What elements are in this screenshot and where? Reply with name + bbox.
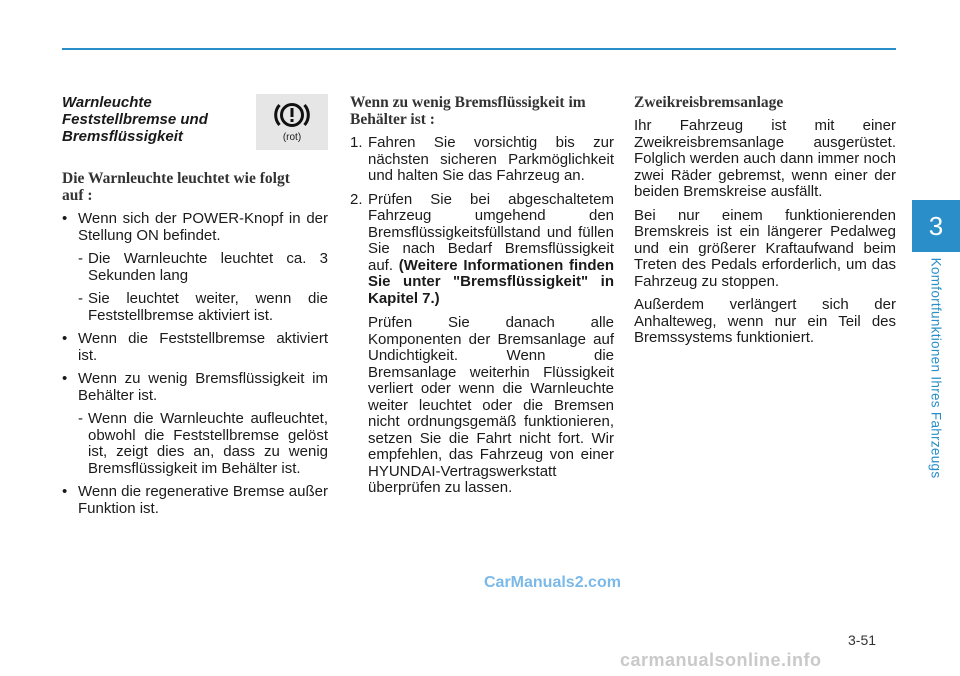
dash-marker: - xyxy=(78,410,83,427)
step-text: Fahren Sie vorsichtig bis zur nächsten sicheren Parkmöglichkeit und halten Sie das Fahrzeug an. xyxy=(368,134,614,184)
sub-text: Wenn die Warnleuchte aufleuchtet, obwohl die Feststellbremse gelöst ist, zeigt dies an, dass zu wenig Bremsflüssigkeit im Behälter ist. xyxy=(88,410,328,477)
watermark: CarManuals2.com xyxy=(484,574,621,591)
step-text: Prüfen Sie bei abgeschaltetem Fahrzeug umgehend den Bremsflüssigkeitsfüllstand und füllen Sie nach Bedarf Bremsflüssigkeit auf. xyxy=(368,190,614,274)
column-middle xyxy=(350,94,614,497)
column-right xyxy=(634,94,896,347)
bullet-item xyxy=(62,331,328,364)
subheading-line: Die Warnleuchte leuchtet wie folgt xyxy=(62,170,290,187)
heading-line: Wenn zu wenig Bremsflüssigkeit im xyxy=(350,94,586,111)
dash-marker: - xyxy=(78,290,83,307)
bullet-text: Wenn zu wenig Bremsflüssigkeit im Behälter ist. xyxy=(78,370,328,404)
bullet-item xyxy=(62,484,328,517)
sub-item xyxy=(62,251,328,284)
sub-item xyxy=(62,411,328,477)
chapter-tab: 3 xyxy=(912,200,960,252)
heading-line: Feststellbremse und xyxy=(62,111,208,128)
bullet-item xyxy=(62,371,328,404)
numbered-step xyxy=(350,135,614,185)
dash-marker: - xyxy=(78,250,83,267)
bullet-text: Wenn sich der POWER-Knopf in der Stellung ON befindet. xyxy=(78,210,328,244)
bullet-marker: • xyxy=(62,483,68,500)
page-number: 3-51 xyxy=(848,632,877,648)
bullet-text: Wenn die Feststellbremse aktiviert ist. xyxy=(78,330,328,364)
watermark: carmanualsonline.info xyxy=(620,650,822,670)
step-reference: (Weitere Informationen finden Sie unter "Bremsflüssigkeit" in Kapitel 7.) xyxy=(368,256,615,307)
heading-line: Behälter ist : xyxy=(350,111,435,128)
step-number: 1. xyxy=(350,134,363,151)
step-number: 2. xyxy=(350,190,363,208)
paragraph: Bei nur einem funktionierenden Bremskreis ist ein längerer Pedalweg und ein größerer Kraftaufwand beim Treten des Pedals erforderlich, um das Fahrzeug zu stoppen. xyxy=(634,206,896,290)
paragraph: Ihr Fahrzeug ist mit einer Zweikreisbremsanlage ausgerüstet. Folglich werden auch dann immer noch zwei Räder gebremst, wenn einer der beiden Bremskreise ausfällt. xyxy=(634,117,896,200)
numbered-step xyxy=(350,192,614,308)
chapter-title: Komfortfunktionen Ihres Fahrzeugs xyxy=(928,257,944,479)
subheading-line: auf : xyxy=(62,187,93,204)
brake-warning-indicator xyxy=(256,94,328,150)
brake-warning-icon xyxy=(274,98,310,132)
bullet-marker: • xyxy=(62,210,68,227)
heading-line: Bremsflüssigkeit xyxy=(62,128,183,145)
bullet-marker: • xyxy=(62,370,68,387)
warning-light-heading xyxy=(62,94,242,145)
header-rule xyxy=(62,48,896,50)
step-continuation xyxy=(350,315,614,497)
icon-caption: (rot) xyxy=(282,132,302,143)
step-text: Prüfen Sie danach alle Komponenten der Bremsanlage auf Undichtigkeit. Wenn die Bremsanlage weiterhin Flüssigkeit verliert oder wenn die Warnleuchte weiter leuchtet oder die Bremsen nicht ordnungsgemäß funktionieren, setzen Sie die Fahrt nicht fort. Wir empfehlen, das Fahrzeug von einer HYUNDAI-Vertragswerkstatt überprüfen zu lassen. xyxy=(368,314,614,496)
sub-item xyxy=(62,291,328,324)
low-fluid-heading xyxy=(350,94,614,128)
dual-circuit-heading: Zweikreisbremsanlage xyxy=(634,94,784,111)
section-subheading xyxy=(62,170,328,204)
bullet-item xyxy=(62,211,328,244)
column-left xyxy=(62,94,328,517)
paragraph: Außerdem verlängert sich der Anhalteweg, wenn nur ein Teil des Bremssystems funktioniert. xyxy=(634,296,896,346)
bullet-text: Wenn die regenerative Bremse außer Funktion ist. xyxy=(78,483,328,517)
heading-line: Warnleuchte xyxy=(62,94,152,111)
bullet-marker: • xyxy=(62,330,68,347)
sub-text: Sie leuchtet weiter, wenn die Feststellbremse aktiviert ist. xyxy=(88,290,328,324)
sub-text: Die Warnleuchte leuchtet ca. 3 Sekunden lang xyxy=(88,250,328,284)
